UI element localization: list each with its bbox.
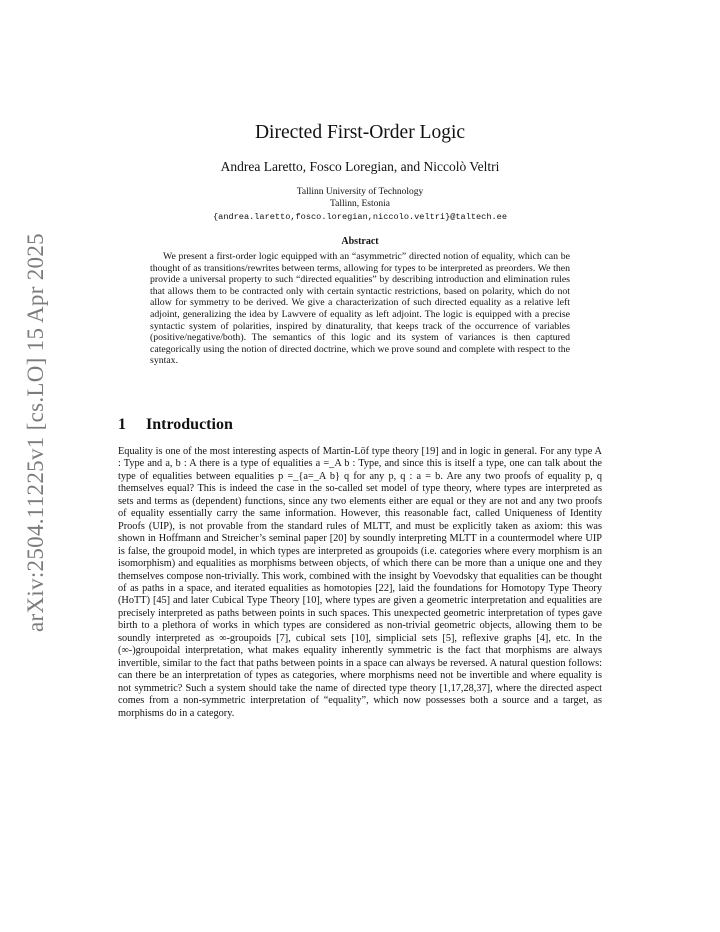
abstract-heading: Abstract <box>341 236 379 247</box>
affiliation-location: Tallinn, Estonia <box>329 199 391 209</box>
author-emails: {andrea.laretto,fosco.loregian,niccolo.veltri}@taltech.ee <box>213 212 507 222</box>
paper-title: Directed First-Order Logic <box>254 122 466 143</box>
introduction-body: Equality is one of the most interesting aspects of Martin-Löf type theory [19] and in logic in general. For any type A : Type and a, b : A there is a type of equalities a =_A b : Type, and since this is itself a type, one can talk about the type of equalities between equalities p =_{a=_A b} q for any p, q : a = b. Are any two proofs of equality p, q themselves equal? This is indeed the case in the so-called set model of type theory, where types are interpreted as sets and terms as (dependent) functions, since any two elements either are equal or they are not and any two proofs of equality essentially carry the same information. However, this reasonable fact, called Uniqueness of Identity Proofs (UIP), is not provable from the standard rules of MLTT, and must be explicitly taken as axiom: this was shown in Hoffmann and Streicher’s seminal paper [20] by soundly interpreting MLTT in a countermodel where UIP is false, the groupoid model, in which types are interpreted as groupoids (i.e. categories where every morphism is an isomorphism) and equalities as morphisms between objects, of which there can be more than a unique one and they themselves compose non-trivially. This work, combined with the insight by Voevodsky that equalities can be thought of as paths in a space, and iterated equalities as homotopies [22], laid the foundations for Homotopy Type Theory (HoTT) [45] and later Cubical Type Theory [10], where types are given a geometric interpretation and equalities are precisely interpreted as paths between points in such spaces. This unexpected geometric interpretation of types gave birth to a plethora of works in which types are considered as non-trivial geometric objects, allowing them to be soundly interpreted as ∞-groupoids [7], cubical sets [10], simplicial sets [5], reflexive graphs [4], etc. In the (∞-)groupoidal interpretation, what makes equality inherently symmetric is the fact that morphisms are always invertible, similar to the fact that paths between points in a space can always be reversed. A natural question follows: can there be an interpretation of types as categories, where morphisms need not be invertible and where equality is not symmetric? Such a system should take the name of directed type theory [1,17,28,37], where the directed aspect comes from a non-symmetric interpretation of “equality”, which now possesses both a source and a target, as morphisms do in a category. <box>118 446 602 719</box>
section-number: 1 <box>118 416 126 433</box>
section-heading <box>118 416 602 434</box>
affiliation-institution: Tallinn University of Technology <box>296 187 424 197</box>
section-title: Introduction <box>146 416 233 433</box>
paper-authors: Andrea Laretto, Fosco Loregian, and Niccolò Veltri <box>220 159 500 174</box>
abstract-body: We present a first-order logic equipped with an “asymmetric” directed notion of equality, which can be thought of as transitions/rewrites between terms, allowing for types to be interpreted as preorders. We then provide a universal property to such “directed equalities” by describing introduction and elimination rules that allows them to be contracted only with certain syntactic restrictions, based on polarity, which do not allow for symmetry to be derived. We give a characterization of such directed equality as a relative left adjoint, generalizing the idea by Lawvere of equality as left adjoint. The logic is equipped with a precise syntactic system of polarities, inspired by dinaturality, that keeps track of the occurrence of variables (positive/negative/both). The semantics of this logic and its system of variances is then captured categorically using the notion of directed doctrine, which we prove sound and complete with respect to the syntax. <box>150 251 570 367</box>
arxiv-identifier: arXiv:2504.11225v1 [cs.LO] 15 Apr 2025 <box>23 233 48 633</box>
